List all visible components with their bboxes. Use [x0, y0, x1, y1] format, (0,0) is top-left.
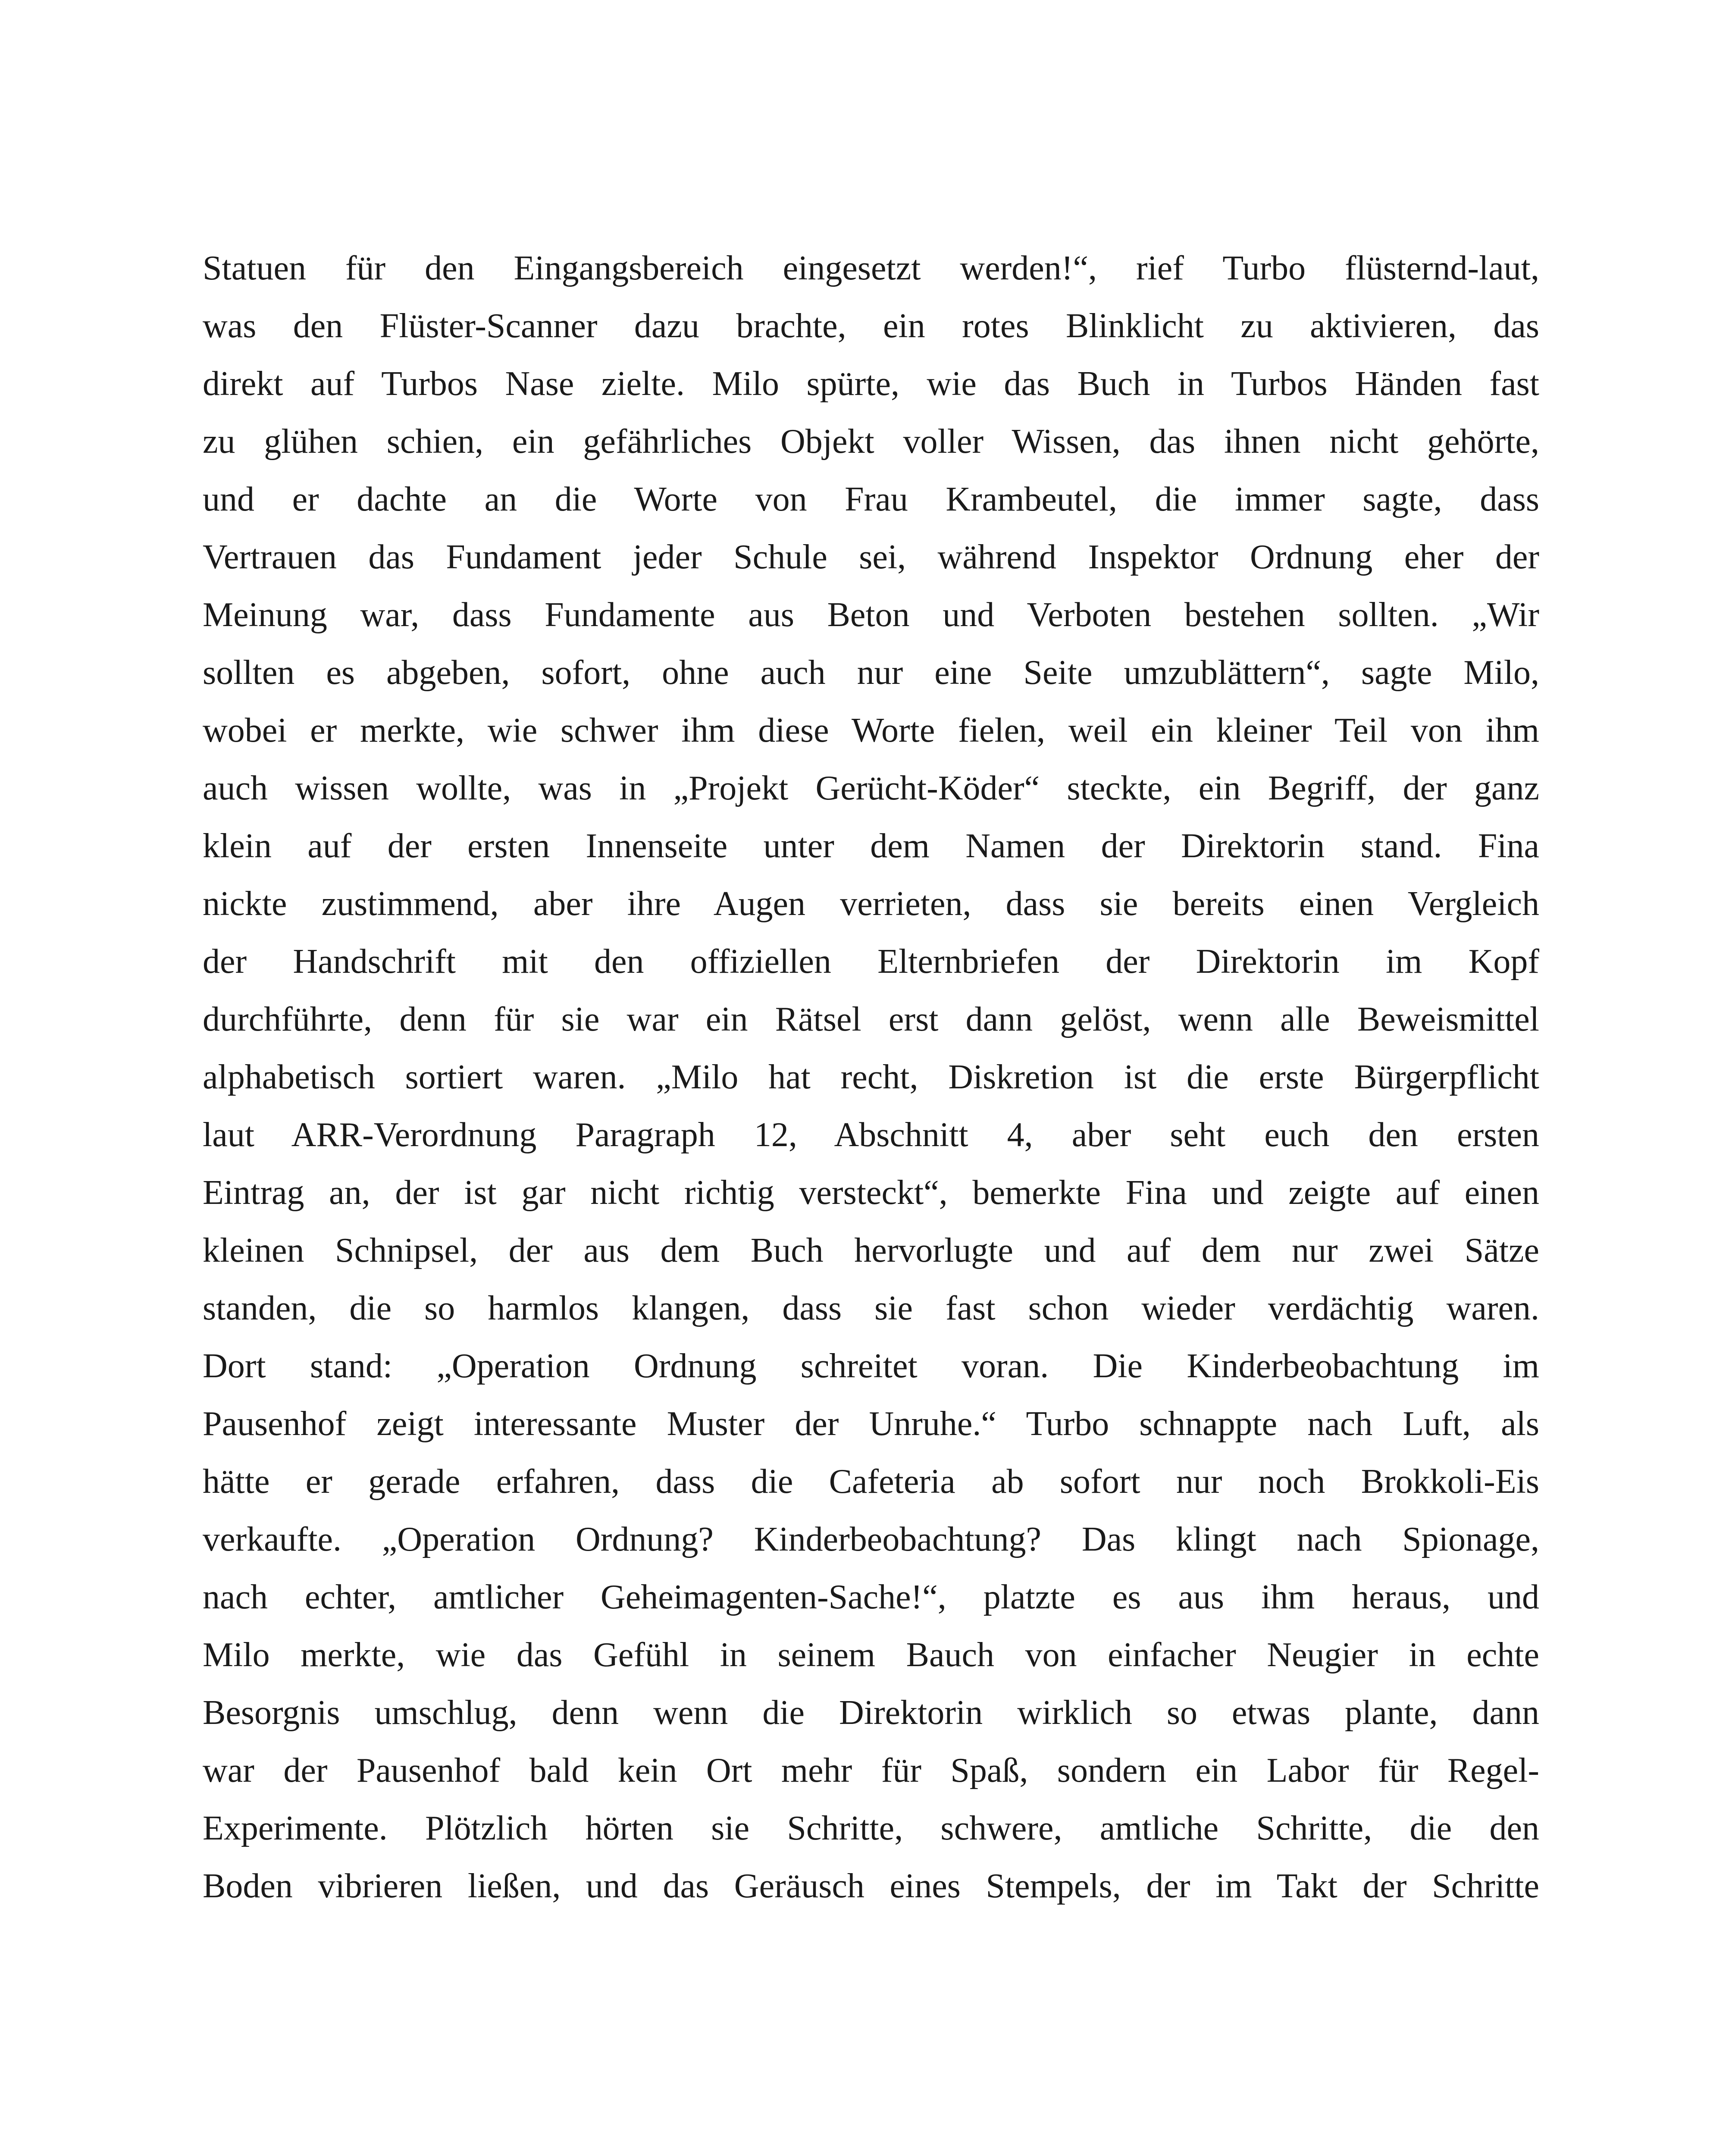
text-line: der Handschrift mit den offiziellen Elternbriefen der Direktorin im Kopf: [203, 943, 1539, 981]
text-line: durchführte, denn für sie war ein Rätsel erst dann gelöst, wenn alle Beweismittel: [203, 1000, 1539, 1038]
text-line: Dort stand: „Operation Ordnung schreitet voran. Die Kinderbeobachtung im: [203, 1347, 1539, 1385]
text-line: Statuen für den Eingangsbereich eingesetzt werden!“, rief Turbo flüsternd-laut,: [203, 249, 1539, 287]
text-line: direkt auf Turbos Nase zielte. Milo spürte, wie das Buch in Turbos Händen fast: [203, 365, 1539, 403]
text-line: Experimente. Plötzlich hörten sie Schritte, schwere, amtliche Schritte, die den: [203, 1809, 1539, 1847]
text-line: Boden vibrieren ließen, und das Geräusch eines Stempels, der im Takt der Schritte: [203, 1867, 1539, 1905]
text-line: sollten es abgeben, sofort, ohne auch nur eine Seite umzublättern“, sagte Milo,: [203, 654, 1539, 692]
text-line: wobei er merkte, wie schwer ihm diese Worte fielen, weil ein kleiner Teil von ihm: [203, 711, 1539, 749]
text-line: Meinung war, dass Fundamente aus Beton und Verboten bestehen sollten. „Wir: [203, 596, 1539, 634]
text-line: nickte zustimmend, aber ihre Augen verrieten, dass sie bereits einen Vergleich: [203, 885, 1539, 923]
body-text: [203, 239, 1539, 1915]
text-line: und er dachte an die Worte von Frau Krambeutel, die immer sagte, dass: [203, 480, 1539, 518]
text-line: klein auf der ersten Innenseite unter dem Namen der Direktorin stand. Fina: [203, 827, 1539, 865]
text-line: alphabetisch sortiert waren. „Milo hat recht, Diskretion ist die erste Bürgerpflicht: [203, 1058, 1539, 1096]
text-line: zu glühen schien, ein gefährliches Objekt voller Wissen, das ihnen nicht gehörte,: [203, 423, 1539, 461]
text-line: auch wissen wollte, was in „Projekt Gerücht-Köder“ steckte, ein Begriff, der ganz: [203, 769, 1539, 807]
text-line: nach echter, amtlicher Geheimagenten-Sache!“, platzte es aus ihm heraus, und: [203, 1578, 1539, 1616]
text-line: kleinen Schnipsel, der aus dem Buch hervorlugte und auf dem nur zwei Sätze: [203, 1232, 1539, 1269]
text-line: verkaufte. „Operation Ordnung? Kinderbeobachtung? Das klingt nach Spionage,: [203, 1520, 1539, 1558]
text-line: was den Flüster-Scanner dazu brachte, ein rotes Blinklicht zu aktivieren, das: [203, 307, 1539, 345]
text-line: standen, die so harmlos klangen, dass sie fast schon wieder verdächtig waren.: [203, 1289, 1539, 1327]
text-line: hätte er gerade erfahren, dass die Cafeteria ab sofort nur noch Brokkoli-Eis: [203, 1463, 1539, 1501]
text-line: Besorgnis umschlug, denn wenn die Direktorin wirklich so etwas plante, dann: [203, 1694, 1539, 1732]
text-line: laut ARR-Verordnung Paragraph 12, Abschnitt 4, aber seht euch den ersten: [203, 1116, 1539, 1154]
text-line: Eintrag an, der ist gar nicht richtig versteckt“, bemerkte Fina und zeigte auf einen: [203, 1174, 1539, 1212]
text-line: Pausenhof zeigt interessante Muster der Unruhe.“ Turbo schnappte nach Luft, als: [203, 1405, 1539, 1443]
text-line: war der Pausenhof bald kein Ort mehr für Spaß, sondern ein Labor für Regel-: [203, 1752, 1539, 1789]
text-line: Milo merkte, wie das Gefühl in seinem Bauch von einfacher Neugier in echte: [203, 1636, 1539, 1674]
text-line: Vertrauen das Fundament jeder Schule sei, während Inspektor Ordnung eher der: [203, 538, 1539, 576]
